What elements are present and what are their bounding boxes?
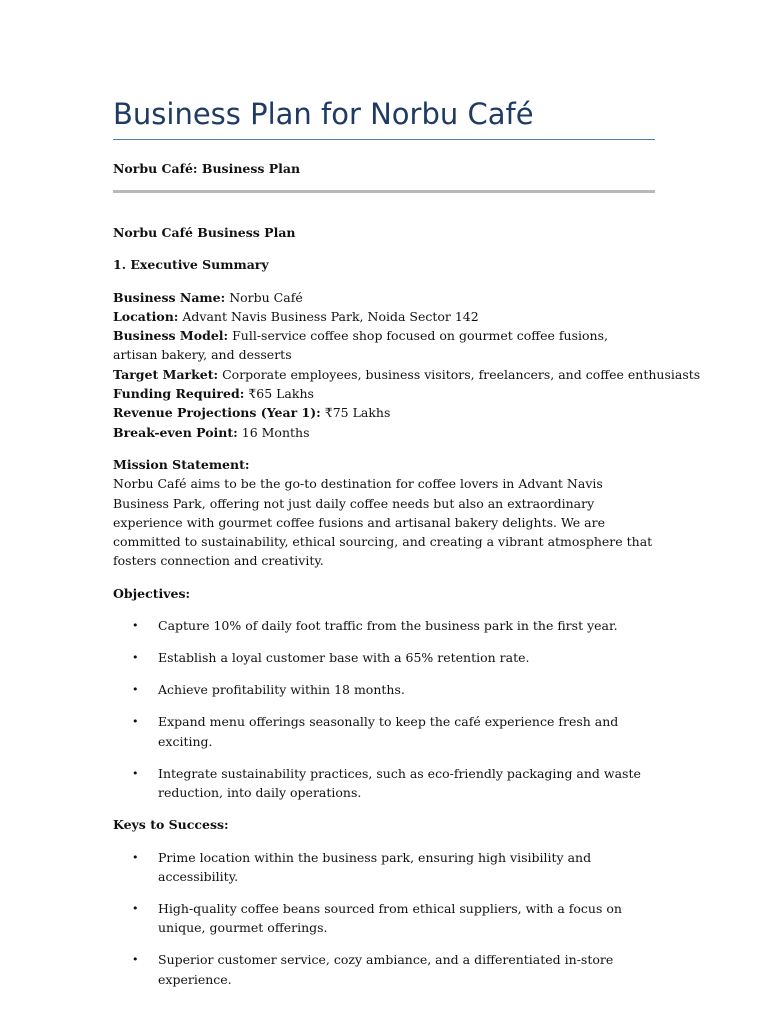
summary-revenue-projections: Revenue Projections (Year 1): ₹75 Lakhs xyxy=(113,405,391,421)
document-title: Business Plan for Norbu Café xyxy=(113,97,534,131)
section-divider xyxy=(113,190,655,193)
section-title: Norbu Café Business Plan xyxy=(113,225,296,240)
bullet-icon: • xyxy=(132,683,139,697)
summary-location: Location: Advant Navis Business Park, Noida Sector 142 xyxy=(113,308,479,324)
bullet-icon: • xyxy=(132,902,139,915)
summary-funding-required: Funding Required: ₹65 Lakhs xyxy=(113,386,314,402)
keys-list xyxy=(113,848,655,989)
summary-target-market: Target Market: Corporate employees, business visitors, freelancers, and coffee enthusiasts xyxy=(113,366,701,382)
list-item: • Achieve profitability within 18 months. xyxy=(113,680,655,699)
bullet-icon: • xyxy=(132,850,139,864)
list-item: • Expand menu offerings seasonally to keep the café experience fresh and exciting. xyxy=(132,714,619,749)
list-item: • Capture 10% of daily foot traffic from the business park in the first year. xyxy=(113,616,655,635)
mission-heading: Mission Statement: xyxy=(113,456,250,472)
summary-business-name: Business Name: Norbu Café xyxy=(113,289,303,305)
bullet-icon: • xyxy=(132,953,139,967)
list-item: • Establish a loyal customer base with a 65% retention rate. xyxy=(113,648,655,667)
bullet-icon: • xyxy=(132,715,139,729)
list-item: • Integrate sustainability practices, such as eco-friendly packaging and waste reduction, into daily operations. xyxy=(132,765,641,801)
objectives-heading: Objectives: xyxy=(113,585,191,601)
document-body xyxy=(113,223,701,1002)
bullet-icon: • xyxy=(132,651,139,665)
summary-break-even: Break-even Point: 16 Months xyxy=(113,424,310,440)
bullet-icon: • xyxy=(132,766,139,780)
mission-text: Norbu Café aims to be the go-to destination for coffee lovers in Advant Navis Business Park, offering not just daily coffee needs but also an extraordinary experience with gourmet coffee fusions and artisanal bakery delights. We are committed to sustainability, ethical sourcing, and creating a vibrant atmosphere that fosters connection and creativity. xyxy=(113,476,653,569)
list-item: • High-quality coffee beans sourced from ethical suppliers, with a focus on unique, gourmet offerings. xyxy=(132,901,622,936)
summary-business-model: Business Model: Full-service coffee shop focused on gourmet coffee fusions, artisan bakery, and desserts xyxy=(113,328,608,363)
list-item: • Prime location within the business park, ensuring high visibility and accessibility. xyxy=(132,849,592,884)
document-subtitle: Norbu Café: Business Plan xyxy=(113,161,301,176)
objectives-list xyxy=(113,616,655,802)
title-underline xyxy=(113,139,655,140)
keys-heading: Keys to Success: xyxy=(113,817,229,833)
list-item: • Superior customer service, cozy ambiance, and a differentiated in-store experience. xyxy=(132,952,614,987)
bullet-icon: • xyxy=(132,619,139,633)
executive-summary-heading: 1. Executive Summary xyxy=(113,257,269,273)
summary-block xyxy=(113,288,701,442)
